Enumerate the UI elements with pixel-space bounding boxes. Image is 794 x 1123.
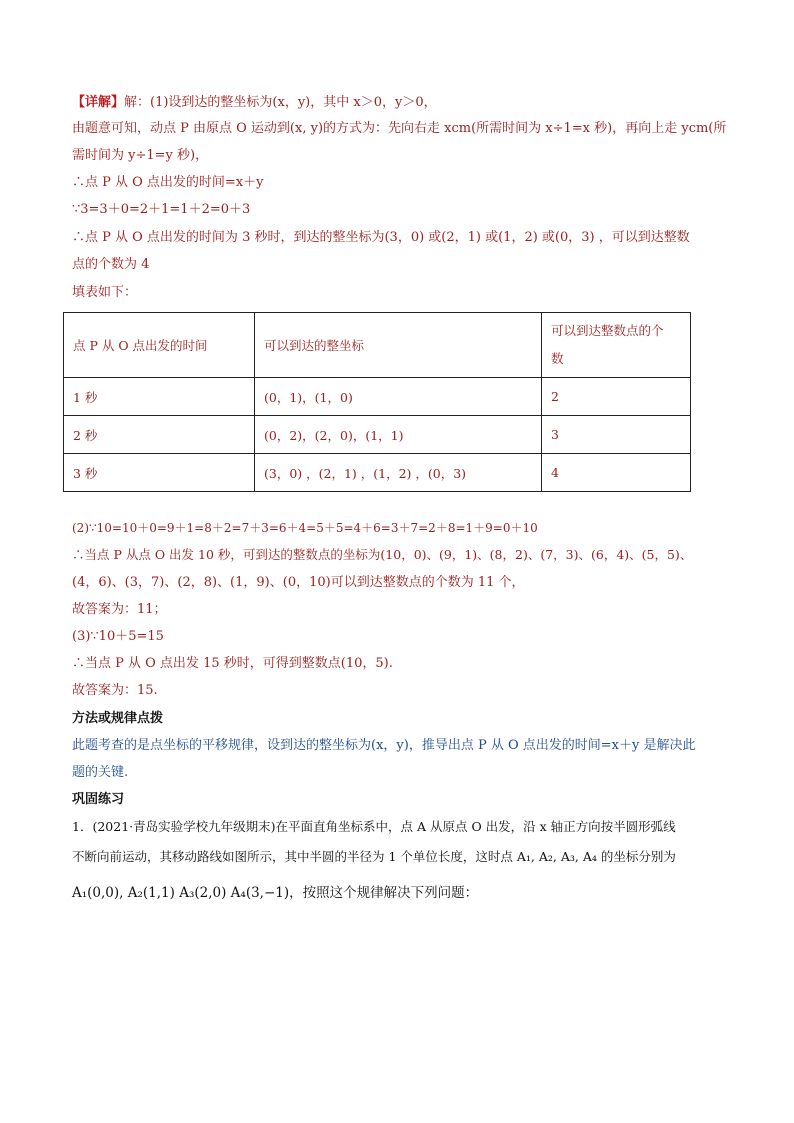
table-cell: 3 [542,416,691,454]
table-row [64,454,691,492]
detail-line-5: ∵3=3＋0=2＋1=1＋2=0＋3 [72,202,251,217]
table-header-count-line2: 数 [551,351,564,366]
method-heading: 方法或规律点拨 [72,711,164,726]
table-cell: 2 [542,378,691,416]
table-header-row [64,313,691,378]
part3-line-2: ∴当点 P 从 O 点出发 15 秒时，可得到整数点(10，5). [72,656,393,671]
table-cell: 4 [542,454,691,492]
part2-line-1: (2)∵10=10＋0=9＋1=8＋2=7＋3=6＋4=5＋5=4＋6=3＋7=2＋8=1＋9=0＋10 [72,521,538,535]
table-cell: 1 秒 [64,378,255,416]
table-cell: 2 秒 [64,416,255,454]
table-row [64,416,691,454]
detail-line-3: 需时间为 y÷1=y 秒)， [72,148,209,163]
detail-line-7: 点的个数为 4 [72,257,150,272]
detail-line-4: ∴点 P 从 O 点出发的时间=x＋y [72,175,264,190]
table-header-coords: 可以到达的整坐标 [255,313,542,378]
practice-q1-line-2: 不断向前运动，其移动路线如图所示，其中半圆的半径为 1 个单位长度，这时点 A₁, A₂, A₃, A₄ 的坐标分别为 [72,849,676,864]
practice-q1-line-1: 1．(2021·青岛实验学校九年级期末)在平面直角坐标系中，点 A 从原点 O 出发，沿 x 轴正方向按半圆形弧线 [72,819,676,834]
method-line-2: 题的关键. [72,765,129,780]
detail-line-2: 由题意可知，动点 P 由原点 O 运动到(x, y)的方式为：先向右走 xcm(所需时间为 x÷1=x 秒)，再向上走 ycm(所 [72,121,727,136]
table-cell: 3 秒 [64,454,255,492]
part2-line-2: ∴当点 P 从点 O 出发 10 秒，可到达的整数点的坐标为(10，0)、(9，1)、(8，2)、(7，3)、(6，4)、(5，5)、 [72,547,693,562]
detail-tag: 【详解】 [72,95,125,110]
detail-text-1: 解：(1)设到达的整坐标为(x，y)，其中 x＞0，y＞0， [124,95,437,110]
part2-line-3: (4，6)、(3，7)、(2，8)、(1，9)、(0，10)可以到达整数点的个数为 11 个， [72,575,525,590]
method-line-1: 此题考查的是点坐标的平移规律，设到达的整坐标为(x，y)，推导出点 P 从 O 点出发的时间=x＋y 是解决此 [72,738,696,753]
table-row [64,378,691,416]
detail-line-1 [72,94,437,112]
table-header-count [542,313,691,378]
table-header-count-line1: 可以到达整数点的个 [551,323,664,338]
practice-heading: 巩固练习 [72,792,125,807]
part2-line-4: 故答案为：11； [72,602,167,617]
answer-table [63,312,691,492]
part3-line-1: (3)∵10＋5=15 [72,629,164,644]
table-cell: (0，1)，(1，0) [255,378,542,416]
table-cell: (3，0) ，(2，1) ，(1，2) ，(0，3) [255,454,542,492]
detail-line-8: 填表如下： [72,285,138,300]
practice-q1-line-3: A₁(0,0), A₂(1,1) A₃(2,0) A₄(3,−1)，按照这个规律解决下列问题： [72,885,479,901]
part3-line-3: 故答案为：15. [72,683,158,698]
detail-line-6: ∴点 P 从 O 点出发的时间为 3 秒时，到达的整坐标为(3，0) 或(2，1) 或(1，2) 或(0，3) ，可以到达整数 [72,230,690,245]
table-header-time: 点 P 从 O 点出发的时间 [64,313,255,378]
table-cell: (0，2)，(2，0)，(1，1) [255,416,542,454]
